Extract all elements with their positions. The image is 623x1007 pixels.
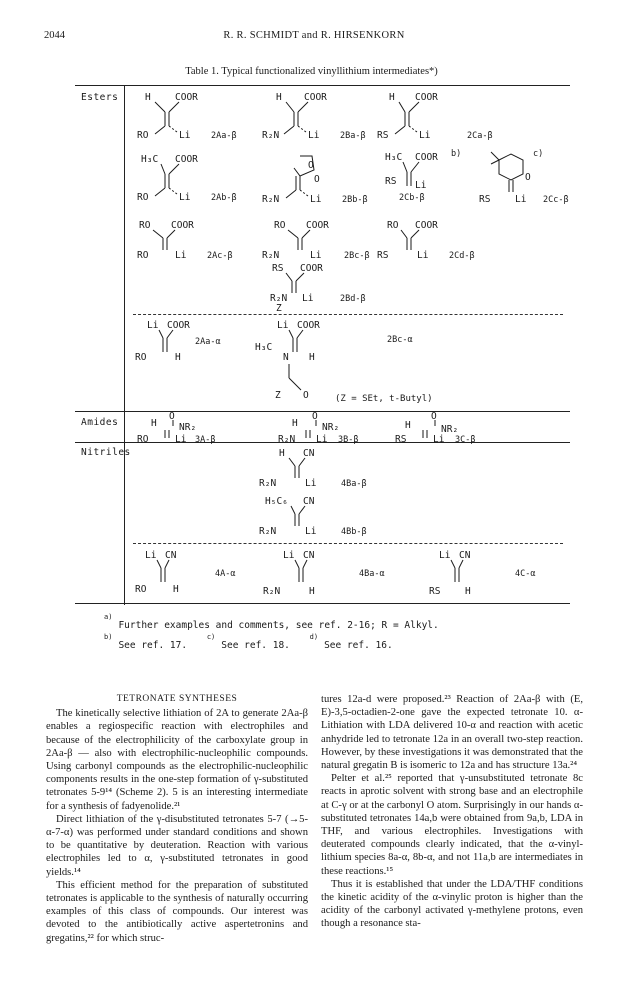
svg-text:Li: Li: [308, 130, 320, 141]
compound-label: 4Bb-β: [341, 527, 367, 537]
paragraph: This efficient method for the preparation of substituted tetronates is applicable to the synthesis of naturally occurring examples of this class of compounds. Our interest was devoted to the antibiotically active aspertetronins and gregatins,²² for which struc-: [46, 879, 308, 944]
svg-text:Z: Z: [276, 303, 282, 314]
svg-text:RO: RO: [137, 434, 149, 445]
page-number: 2044: [44, 30, 65, 41]
svg-text:R₂N: R₂N: [270, 293, 288, 304]
svg-text:H: H: [276, 92, 282, 103]
svg-text:RO: RO: [137, 250, 149, 261]
compound-label: 3B-β: [338, 435, 359, 445]
compound-label: 4Ba-β: [341, 479, 367, 489]
svg-text:H: H: [389, 92, 395, 103]
compound-label: 2Bc-β: [344, 251, 370, 261]
svg-text:R₂N: R₂N: [259, 478, 277, 489]
svg-text:RO: RO: [274, 220, 286, 231]
svg-text:RS: RS: [377, 130, 389, 141]
paragraph: tures 12a-d were proposed.²³ Reaction of 2Aa-β with (E, E)-3,5-octadien-2-one gave the expected tetronate 10. α-Lithiation with LDA delivered 10-α and reaction with acetic anhydride led to tetronate 12a in an overall two-step reaction. However, by these investigations it was demonstrated that the natural gregatin B is isomeric to 12a and has structure 13a.²⁴: [321, 694, 583, 772]
svg-text:Li: Li: [145, 550, 157, 561]
svg-text:Li: Li: [439, 550, 451, 561]
compound-label: 2Bc-α: [387, 335, 413, 345]
structure-amide-rs: [393, 412, 523, 444]
svg-text:H: H: [292, 418, 298, 429]
compound-label: 2Cc-β: [543, 195, 569, 205]
structure-nitrile-alpha-r2n: [263, 548, 403, 600]
svg-text:RS: RS: [377, 250, 389, 261]
svg-text:Li: Li: [415, 180, 427, 191]
svg-text:Li: Li: [147, 320, 159, 331]
svg-text:RS: RS: [395, 434, 407, 445]
svg-text:H: H: [279, 448, 285, 459]
section-label-amides: Amides: [81, 417, 119, 428]
svg-text:H: H: [175, 352, 181, 363]
compound-label: 4C-α: [515, 569, 536, 579]
compound-label: 2Ca-β: [467, 131, 493, 141]
svg-text:H: H: [405, 420, 411, 431]
svg-text:NR₂: NR₂: [179, 422, 197, 433]
compound-label: 3C-β: [455, 435, 476, 445]
svg-text:COOR: COOR: [415, 152, 438, 163]
structure-nitrile-phenyl: [245, 494, 395, 539]
svg-text:H: H: [309, 352, 315, 363]
svg-text:Li: Li: [277, 320, 289, 331]
svg-text:O: O: [308, 160, 314, 171]
svg-text:Li: Li: [419, 130, 431, 141]
svg-text:Li: Li: [310, 250, 322, 261]
svg-text:H₃C: H₃C: [385, 152, 403, 163]
compound-label: 2Ab-β: [211, 193, 237, 203]
svg-text:R₂N: R₂N: [263, 586, 281, 597]
structure-ester-methyl-rs: [375, 148, 485, 213]
running-title: R. R. SCHMIDT and R. HIRSENKORN: [223, 30, 405, 41]
svg-text:CN: CN: [303, 448, 315, 459]
svg-text:R₂N: R₂N: [278, 434, 296, 445]
compound-label: 2Bd-β: [340, 294, 366, 304]
svg-text:Li: Li: [175, 250, 187, 261]
svg-text:H₅C₆: H₅C₆: [265, 496, 288, 507]
svg-text:COOR: COOR: [415, 92, 438, 103]
svg-text:Li: Li: [179, 192, 191, 203]
compound-label: 2Ac-β: [207, 251, 233, 261]
svg-text:COOR: COOR: [171, 220, 194, 231]
svg-text:Z: Z: [275, 390, 281, 401]
table-column-divider: [124, 86, 125, 605]
svg-text:O: O: [431, 411, 437, 422]
structure-amide-ro: [135, 412, 265, 444]
svg-text:COOR: COOR: [175, 92, 198, 103]
svg-text:b): b): [451, 149, 462, 159]
svg-text:COOR: COOR: [304, 92, 327, 103]
svg-text:NR₂: NR₂: [322, 422, 340, 433]
footnote-bcd: $^{b)}$See ref. 17. $^{c)}$See ref. 18. $^{d)}$See ref. 16.: [104, 633, 393, 652]
svg-text:c): c): [533, 149, 544, 159]
svg-text:Li: Li: [417, 250, 429, 261]
svg-text:CN: CN: [165, 550, 177, 561]
svg-text:RS: RS: [272, 263, 284, 274]
compound-label: 2Aa-α: [195, 337, 221, 347]
svg-text:Li: Li: [305, 526, 317, 537]
svg-text:RO: RO: [137, 130, 149, 141]
compound-label: 2Ba-β: [340, 131, 366, 141]
svg-text:H₃C: H₃C: [141, 154, 159, 165]
section-label-nitriles: Nitriles: [81, 447, 131, 458]
svg-text:O: O: [169, 411, 175, 422]
svg-text:RS: RS: [429, 586, 441, 597]
structure-label-holder: [387, 332, 437, 352]
paragraph: Direct lithiation of the γ-disubstituted tetronates 5-7 (→5-α-7-α) was performed under standard conditions and shown to be quantitative by deuteration. Reaction with various electrophiles led to α, γ-substituted tetronates in good yields.¹⁴: [46, 813, 308, 878]
svg-text:COOR: COOR: [297, 320, 320, 331]
svg-text:O: O: [525, 172, 531, 183]
svg-text:Li: Li: [433, 434, 445, 445]
section-label-esters: Esters: [81, 92, 119, 103]
svg-text:O: O: [314, 174, 320, 185]
compound-label: 2Aa-β: [211, 131, 237, 141]
structure-ester-rs-r2n: [260, 261, 375, 314]
compound-label: 2Cd-β: [449, 251, 475, 261]
svg-text:O: O: [312, 411, 318, 422]
svg-text:COOR: COOR: [300, 263, 323, 274]
svg-text:Li: Li: [310, 194, 322, 205]
svg-text:Li: Li: [515, 194, 527, 205]
structure-ester-cyclic: [479, 148, 569, 213]
svg-text:R₂N: R₂N: [262, 250, 280, 261]
structure-ester-rs-coor: [375, 90, 495, 145]
structure-ester-r2n-coor: [260, 90, 375, 145]
body-column-right: [321, 693, 583, 931]
structure-nitrile-h: [245, 446, 395, 491]
structure-nitrile-alpha-ro: [135, 548, 265, 600]
body-column-left: [46, 693, 308, 945]
svg-text:Li: Li: [316, 434, 328, 445]
svg-text:H: H: [309, 586, 315, 597]
svg-text:Li: Li: [305, 478, 317, 489]
section-heading: TETRONATE SYNTHESES: [116, 694, 238, 704]
structure-ester-lactone: [260, 148, 375, 213]
structure-ester-ro-coor-2: [135, 218, 245, 263]
structure-ester-ro-r2n: [260, 218, 375, 263]
paragraph: The kinetically selective lithiation of 2A to generate 2Aa-β enables a regiospecific reaction with electrophiles and because of the electrophilicity of the carboxylate group in 2Aa-β — also with electrophilic-nucleophilic compounds. Using carbonyl compounds as the electrophilic-nucleophilic components results in the one-step formation of γ-substituted tetronates 5-9¹⁴ (Scheme 2). 5 is an interesting intermediate for a synthesis of fadyenolide.²¹: [46, 708, 308, 812]
svg-text:Li: Li: [283, 550, 295, 561]
footnote-a: $^{a)}$Further examples and comments, see ref. 2-16; R = Alkyl.: [104, 613, 439, 632]
compound-label: 4Ba-α: [359, 569, 385, 579]
structure-amide-r2n: [260, 412, 390, 444]
table-caption: Table 1. Typical functionalized vinyllithium intermediates*): [185, 66, 438, 77]
vinyllithium-table: [75, 85, 570, 604]
svg-text:H₃C: H₃C: [255, 342, 273, 353]
compound-label: 2Bb-β: [342, 195, 368, 205]
structure-nitrile-alpha-rs: [415, 548, 565, 600]
svg-text:R₂N: R₂N: [259, 526, 277, 537]
svg-text:RO: RO: [139, 220, 151, 231]
svg-text:R₂N: R₂N: [262, 194, 280, 205]
z-note: (Z = SEt, t-Butyl): [335, 394, 433, 404]
svg-text:NR₂: NR₂: [441, 424, 459, 435]
svg-text:COOR: COOR: [306, 220, 329, 231]
svg-text:CN: CN: [459, 550, 471, 561]
svg-text:H: H: [145, 92, 151, 103]
svg-text:RO: RO: [135, 352, 147, 363]
svg-text:H: H: [465, 586, 471, 597]
structure-ester-ro-coor: [135, 90, 245, 145]
svg-text:RO: RO: [137, 192, 149, 203]
svg-text:RO: RO: [387, 220, 399, 231]
compound-label: 2Cb-β: [399, 193, 425, 203]
svg-text:H: H: [173, 584, 179, 595]
svg-text:Li: Li: [179, 130, 191, 141]
svg-text:O: O: [303, 390, 309, 401]
structure-ester-methyl: [135, 150, 245, 210]
dashed-separator: [133, 314, 563, 315]
svg-text:H: H: [151, 418, 157, 429]
svg-text:RS: RS: [385, 176, 397, 187]
svg-text:COOR: COOR: [415, 220, 438, 231]
compound-label: 3A-β: [195, 435, 216, 445]
svg-text:Li: Li: [175, 434, 187, 445]
structure-ester-alpha: [135, 318, 265, 368]
dashed-separator: [133, 543, 563, 544]
page-header: [44, 30, 584, 46]
svg-text:N: N: [283, 352, 289, 363]
svg-text:CN: CN: [303, 496, 315, 507]
compound-label: 4A-α: [215, 569, 236, 579]
svg-text:COOR: COOR: [167, 320, 190, 331]
paragraph: Pelter et al.²⁵ reported that γ-unsubstituted tetronate 8c reacts in aprotic solvent with strong base and an electrophile at C-γ or at the carbonyl O atom. Surprisingly in our hands α-substituted tetronates 14a,b were obtained from 9a,b, LDA in THF, and various electrophiles. Investigations with deuterated compounds clearly indicated, that the α-vinyl-lithium species 8a-α, 8b-α, and not 11a,b are intermediates in these reactions.¹⁵: [321, 773, 583, 877]
svg-text:Li: Li: [302, 293, 314, 304]
paragraph: Thus it is established that under the LDA/THF conditions the kinetic acidity of the α-vinylic proton is higher than the acidity of the carbonyl activated γ-methylene protons, even though a resonance sta-: [321, 878, 583, 930]
svg-text:RS: RS: [479, 194, 491, 205]
svg-text:RO: RO: [135, 584, 147, 595]
svg-text:R₂N: R₂N: [262, 130, 280, 141]
structure-ester-ro-rs: [375, 218, 495, 263]
svg-text:COOR: COOR: [175, 154, 198, 165]
svg-text:CN: CN: [303, 550, 315, 561]
